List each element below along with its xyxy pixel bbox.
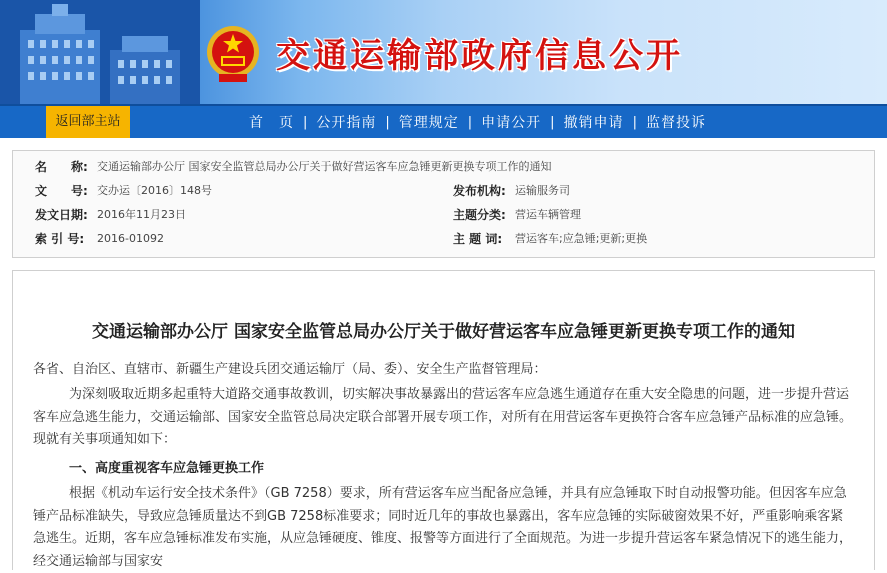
return-home-button[interactable]: 返回部主站 [46,106,130,138]
meta-key-issuer: 发布机构: [453,184,506,198]
article-title: 交通运输部办公厅 国家安全监管总局办公厅关于做好营运客车应急锤更新更换专项工作的通知 [92,322,795,342]
national-emblem-icon [205,24,261,84]
main-nav [0,104,887,138]
nav-item-home[interactable]: 首 页 [249,115,294,131]
meta-key-topic: 主 题 词: [453,232,503,246]
site-banner [0,0,887,104]
document-meta-table [12,150,875,258]
meta-row-index [13,227,874,251]
nav-item-apply[interactable]: 申请公开 [481,115,542,131]
meta-key-name: 名 称: [35,160,88,174]
nav-item-withdraw[interactable]: 撤销申请 [563,115,624,131]
meta-val-issuer: 运输服务司 [515,184,570,197]
article-paragraph: 根据《机动车运行安全技术条件》（GB 7258）要求，所有营运客车应当配备应急锤，并具有应急锤取下时自动报警功能。但因客车应急锤产品标准缺失，导致应急锤质量达不到GB 7258标准要求；同时近几年的事故也暴露出，客车应急锤的实际破窗效果不好，严重影响乘客紧急逃生。近期，客车应急锤标准发布实施，从应急锤硬度、锥度、报警等方面进行了全面规范。为进一步提升营运客车紧急情况下的逃生能力，经交通运输部与国家安 [33,486,853,569]
nav-divider: | [467,114,473,130]
meta-val-topic: 营运客车;应急锤;更新;更换 [515,232,648,245]
meta-val-name: 交通运输部办公厅 国家安全监管总局办公厅关于做好营运客车应急锤更新更换专项工作的通知 [97,160,552,173]
nav-items [240,106,715,138]
meta-key-doc: 文 号: [35,184,88,198]
meta-row-name [13,155,874,179]
nav-item-regulations[interactable]: 管理规定 [398,115,459,131]
article-body [12,270,875,570]
nav-divider: | [550,114,555,130]
site-title: 交通运输部政府信息公开 [276,36,683,76]
nav-item-complaint[interactable]: 监督投诉 [645,115,706,131]
meta-val-index: 2016-01092 [97,232,164,245]
meta-key-index: 索 引 号: [35,232,85,246]
article-paragraph: 为深刻吸取近期多起重特大道路交通事故教训，切实解决事故暴露出的营运客车应急逃生通道存在重大安全隐患的问题，进一步提升营运客车应急逃生能力，交通运输部、国家安全监管总局决定联合部署开展专项工作，对所有在用营运客车更换符合客车应急锤产品标准的应急锤。现就有关事项通知如下： [33,387,853,447]
meta-val-doc: 交办运〔2016〕148号 [97,184,212,197]
meta-key-category: 主题分类: [453,208,506,222]
nav-divider: | [303,114,308,130]
article-section-heading: 一、高度重视客车应急锤更换工作 [69,461,265,476]
meta-val-category: 营运车辆管理 [515,208,581,221]
meta-val-date: 2016年11月23日 [97,208,186,221]
nav-divider: | [385,114,390,130]
nav-item-guide[interactable]: 公开指南 [316,115,377,131]
article-salutation: 各省、自治区、直辖市、新疆生产建设兵团交通运输厅（局、委）、安全生产监督管理局： [33,362,547,377]
meta-row-date [13,203,874,227]
meta-key-date: 发文日期: [35,208,88,222]
meta-row-doc [13,179,874,203]
building-illustration [0,0,200,104]
nav-divider: | [632,114,637,130]
